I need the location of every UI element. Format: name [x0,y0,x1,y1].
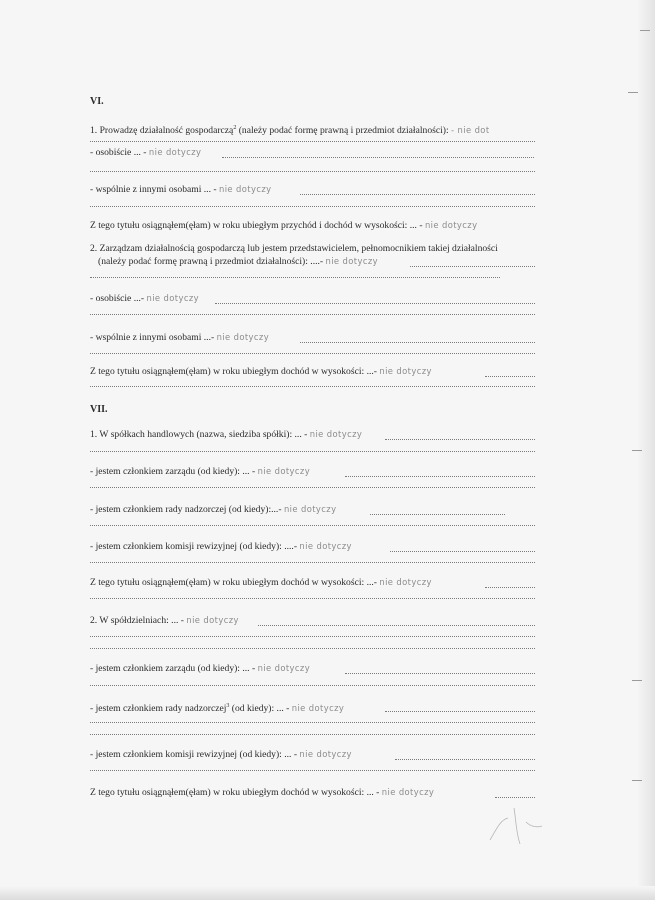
vi-income-1-label: Z tego tytułu osiągnąłem(ęłam) w roku ubiegłym przychód i dochód w wysokości: ... - [90,220,423,231]
vi-wspolnie-1 [90,183,271,196]
vii-rada-1 [90,503,336,516]
vii-rada-2 [90,700,344,715]
fill-line [385,710,535,712]
fill-line [300,193,535,195]
vii-income-1 [90,576,432,589]
vi-income-1 [90,219,477,232]
fill-line [90,450,535,452]
vii-zarzad-2-answer: nie dotyczy [257,663,311,673]
fill-line [90,647,535,649]
signature-scribble [486,800,546,848]
fill-line [90,524,535,526]
vi-item-2-line1: 2. Zarządzam działalnością gospodarczą lub jestem przedstawicielem, pełnomocnikiem takiej działalności [90,243,498,254]
fill-line [370,513,505,515]
vi-income-1-answer: nie dotyczy [424,220,478,230]
vii-komisja-2-label: - jestem członkiem komisji rewizyjnej (od kiedy): ... - [90,749,298,760]
fill-line [90,597,535,599]
vii-rada-1-answer: nie dotyczy [283,504,337,514]
fill-line [410,265,535,267]
vi-wspolnie-2 [90,331,269,344]
fill-line [390,550,535,552]
vii-rada-2-rest: (od kiedy): ... - [229,703,290,715]
vii-rada-2-answer: nie dotyczy [291,703,345,714]
fill-line [90,205,535,207]
fill-line [215,302,535,304]
footnote-mark: 3 [226,703,230,709]
vi-item-1-answer: - nie dot [451,125,490,136]
scan-mark [632,780,642,781]
fill-line [345,475,535,477]
vii-rada-1-label: - jestem członkiem rady nadzorczej (od kiedy):...- [90,504,282,515]
fill-line [300,341,535,343]
vii-zarzad-1 [90,465,310,478]
vi-income-2 [90,365,432,378]
vii-zarzad-2 [90,662,310,675]
fill-line [90,140,535,142]
fill-line [258,624,535,626]
vii-item-2 [90,614,239,627]
vii-komisja-1-answer: nie dotyczy [299,541,352,551]
fill-line [222,156,534,158]
vii-item-1 [90,428,362,441]
fill-line [90,635,535,637]
vii-item-1-label: 1. W spółkach handlowych (nazwa, siedziba spółki): ... - [90,429,308,440]
fill-line [90,352,535,354]
vii-zarzad-1-answer: nie dotyczy [257,466,311,476]
vii-income-2-answer: nie dotyczy [381,787,435,797]
section-vi-heading: VI. [90,96,104,107]
fill-line [90,170,535,172]
fill-line [395,758,535,760]
vii-item-2-label: 2. W spółdzielniach: ... - [90,615,184,626]
vii-income-2 [90,786,434,799]
vii-income-2-label: Z tego tytułu osiągnąłem(ęłam) w roku ubiegłym dochód w wysokości: ... - [90,787,380,798]
vii-income-1-answer: nie dotyczy [379,577,432,587]
fill-line [90,733,535,735]
scan-mark [632,450,642,451]
vi-income-2-answer: nie dotyczy [379,366,432,376]
scan-edge-bottom [0,886,655,900]
vi-item-1 [90,122,490,137]
vi-osobiscie-1 [90,146,201,159]
vii-zarzad-2-label: - jestem członkiem zarządu (od kiedy): ... - [90,663,256,674]
vii-item-2-answer: nie dotyczy [186,615,239,625]
vii-zarzad-1-label: - jestem członkiem zarządu (od kiedy): ... - [90,466,256,477]
scan-mark [632,680,642,681]
vi-income-2-label: Z tego tytułu osiągnąłem(ęłam) w roku ubiegłym dochód w wysokości: ...- [90,366,377,377]
vii-item-1-answer: nie dotyczy [309,429,363,439]
fill-line [90,486,535,488]
fill-line [345,672,535,674]
fill-line [385,438,535,440]
footnote-mark: 2 [233,125,237,131]
vi-osobiscie-2-label: - osobiście ...- [90,293,145,304]
vii-komisja-1 [90,540,352,553]
vi-item-1-label: 1. Prowadzę działalność gospodarczą [90,125,234,137]
scan-mark [640,30,650,31]
fill-line [90,276,500,278]
vi-wspolnie-2-label: - wspólnie z innymi osobami ...- [90,332,215,343]
fill-line [485,375,535,377]
vi-wspolnie-1-label: - wspólnie z innymi osobami ... - [90,184,217,195]
vi-osobiscie-1-label: - osobiście ... - [90,147,147,158]
vi-osobiscie-1-answer: nie dotyczy [148,147,202,157]
fill-line [90,721,535,723]
vi-wspolnie-2-answer: nie dotyczy [216,332,270,342]
vii-income-1-label: Z tego tytułu osiągnąłem(ęłam) w roku ubiegłym dochód w wysokości: ...- [90,577,377,588]
vi-osobiscie-2-answer: nie dotyczy [146,293,199,303]
vii-rada-2-label: - jestem członkiem rady nadzorczej [90,703,227,715]
fill-line [90,684,535,686]
vi-item-1-rest: (należy podać formę prawną i przedmiot działalności): [236,125,449,137]
vi-osobiscie-2 [90,292,199,305]
fill-line [90,313,535,315]
fill-line [495,796,535,798]
vi-wspolnie-1-answer: nie dotyczy [218,184,272,194]
fill-line [90,769,535,771]
vii-komisja-2 [90,748,352,761]
scan-mark [628,92,638,93]
vi-item-2-line2 [98,255,378,268]
vii-komisja-2-answer: nie dotyczy [299,749,352,759]
fill-line [485,586,535,588]
vi-item-2-answer: nie dotyczy [325,256,378,266]
section-vii-heading: VII. [90,404,108,415]
fill-line [90,561,535,563]
vi-item-2-label: (należy podać formę prawną i przedmiot działalności): ....- [98,256,324,267]
vii-komisja-1-label: - jestem członkiem komisji rewizyjnej (od kiedy): ....- [90,541,298,552]
fill-line [90,385,535,387]
